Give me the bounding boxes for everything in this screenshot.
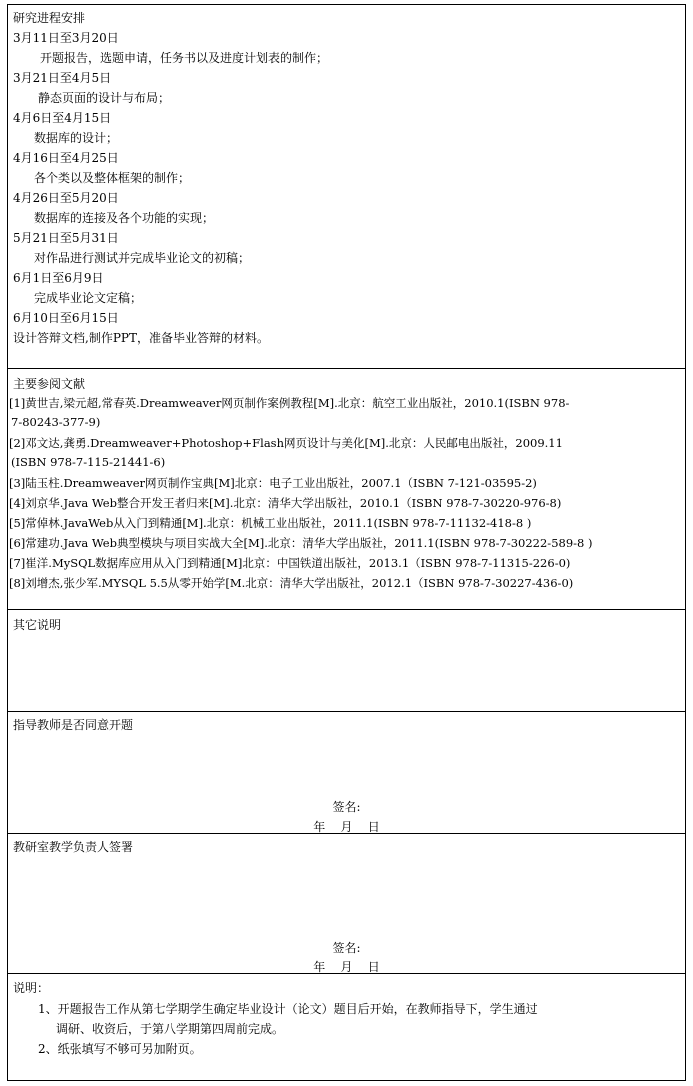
note-line: 2、纸张填写不够可另加附页。 (38, 1042, 202, 1056)
references-section (8, 369, 685, 610)
notes-title: 说明： (13, 981, 50, 995)
reference-item: [7]崔洋.MySQL数据库应用从入门到精通[M]北京：中国铁道出版社，2013.1（ISBN 978-7-11315-226-0) (9, 556, 571, 570)
reference-item: [4]刘京华.Java Web整合开发王者归来[M].北京：清华大学出版社，2010.1（ISBN 978-7-30220-976-8) (9, 496, 562, 510)
schedule-date: 6月10日至6月15日 (13, 311, 119, 325)
other-notes-title: 其它说明 (13, 618, 62, 632)
date-label: 年 月 日 (313, 820, 380, 834)
schedule-section (8, 5, 685, 369)
schedule-task: 完成毕业论文定稿； (34, 291, 143, 305)
note-line: 1、开题报告工作从第七学期学生确定毕业设计（论文）题目后开始，在教师指导下，学生通过 (38, 1002, 538, 1016)
schedule-date: 4月6日至4月15日 (13, 111, 112, 125)
department-head-section (8, 834, 685, 974)
date-label: 年 月 日 (313, 960, 380, 974)
schedule-date: 4月26日至5月20日 (13, 191, 119, 205)
other-notes-section (8, 610, 685, 712)
schedule-task: 设计答辩文档,制作PPT，准备毕业答辩的材料。 (13, 331, 269, 345)
references-title: 主要参阅文献 (13, 377, 86, 391)
schedule-task: 数据库的连接及各个功能的实现； (34, 211, 215, 225)
signature-label: 签名: (332, 941, 361, 955)
reference-item: [3]陆玉柱.Dreamweaver网页制作宝典[M]北京：电子工业出版社，2007.1（ISBN 7-121-03595-2) (9, 476, 537, 490)
advisor-approval-section (8, 712, 685, 834)
schedule-task: 数据库的设计； (34, 131, 119, 145)
reference-item: [2]邓文达,龚勇.Dreamweaver+Photoshop+Flash网页设计与美化[M].北京：人民邮电出版社，2009.11 (9, 436, 563, 450)
schedule-title: 研究进程安排 (13, 11, 86, 25)
form-table (7, 4, 686, 1081)
notes-section (8, 974, 685, 1081)
reference-item: (ISBN 978-7-115-21441-6) (11, 455, 166, 469)
schedule-date: 4月16日至4月25日 (13, 151, 119, 165)
reference-item: [6]常建功.Java Web典型模块与项目实战大全[M].北京：清华大学出版社，2011.1(ISBN 978-7-30222-589-8 ) (9, 536, 593, 550)
schedule-date: 3月11日至3月20日 (13, 31, 119, 45)
signature-label: 签名: (332, 800, 361, 814)
schedule-date: 6月1日至6月9日 (13, 271, 104, 285)
reference-item: [8]刘增杰,张少军.MYSQL 5.5从零开始学[M.北京：清华大学出版社，2012.1（ISBN 978-7-30227-436-0) (9, 576, 574, 590)
reference-item: [5]常倬林.JavaWeb从入门到精通[M].北京：机械工业出版社，2011.1(ISBN 978-7-11132-418-8 ) (9, 516, 532, 530)
advisor-approval-title: 指导教师是否同意开题 (13, 718, 134, 732)
schedule-task: 对作品进行测试并完成毕业论文的初稿； (34, 251, 251, 265)
schedule-date: 3月21日至4月5日 (13, 71, 112, 85)
schedule-task: 静态页面的设计与布局； (38, 91, 171, 105)
reference-item: 7-80243-377-9) (11, 415, 101, 429)
schedule-task: 开题报告，选题申请，任务书以及进度计划表的制作； (40, 51, 329, 65)
schedule-task: 各个类以及整体框架的制作； (34, 171, 191, 185)
department-head-title: 教研室教学负责人签署 (13, 840, 134, 854)
note-line: 调研、收资后，于第八学期第四周前完成。 (56, 1022, 285, 1036)
reference-item: [1]黄世吉,梁元超,常春英.Dreamweaver网页制作案例教程[M].北京：航空工业出版社，2010.1(ISBN 978- (9, 396, 570, 410)
schedule-date: 5月21日至5月31日 (13, 231, 119, 245)
